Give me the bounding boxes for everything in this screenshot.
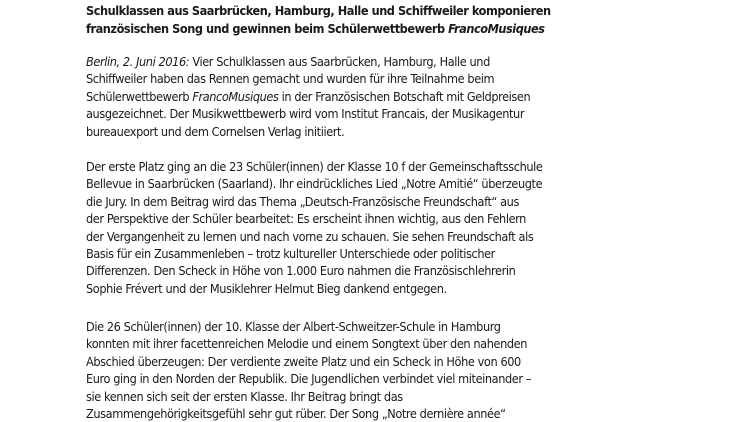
paragraph-line [86, 88, 726, 105]
second-place-paragraph [86, 318, 726, 422]
paragraph-line: Abschied überzeugen: Der verdiente zweite Platz und ein Scheck in Höhe von 600 [86, 353, 521, 369]
paragraph-line: Die 26 Schüler(innen) der 10. Klasse der Albert-Schweitzer-Schule in Hamburg [86, 319, 501, 334]
paragraph-line: Sophie Frévert und der Musiklehrer Helmut Bieg dankend entgegen. [86, 280, 447, 296]
paragraph-line: Zusammengehörigkeitsgefühl sehr gut rüber. Der Song „Notre dernière année“ [86, 406, 506, 422]
paragraph-line: der Vergangenheit zu lernen und nach vorne zu schauen. Sie sehen Freundschaft als [86, 228, 534, 244]
paragraph-line: Euro ging in den Norden der Republik. Die Jugendlichen verbindet viel miteinander – [86, 371, 532, 387]
paragraph-line: Bellevue in Saarbrücken (Saarland). Ihr eindrückliches Lied „Notre Amitié“ überzeugte [86, 176, 543, 192]
competition-name: FrancoMusiques [448, 20, 545, 36]
paragraph-line [86, 53, 726, 70]
paragraph-line: die Jury. In dem Beitrag wird das Thema „Deutsch-Französische Freundschaft“ aus [86, 193, 519, 209]
headline-text: französischen Song und gewinnen beim Schülerwettbewerb [86, 20, 449, 36]
headline-line [86, 20, 726, 38]
headline [86, 2, 726, 38]
paragraph-text: in der Französischen Botschaft mit Geldpreisen [278, 88, 531, 104]
paragraph-line: Basis für ein Zusammenleben – trotz kultureller Unterschiede oder politischer [86, 246, 495, 262]
paragraph-text: Schülerwettbewerb [86, 88, 193, 104]
first-place-paragraph [86, 158, 726, 297]
paragraph-line: Schiffweiler haben das Rennen gemacht und wurden für ihre Teilnahme beim [86, 71, 495, 87]
headline-line: Schulklassen aus Saarbrücken, Hamburg, Halle und Schiffweiler komponieren [86, 3, 551, 18]
paragraph-line: bureauexport und dem Cornelsen Verlag initiiert. [86, 123, 345, 139]
intro-paragraph [86, 53, 726, 140]
paragraph-line: konnten mit ihrer facettenreichen Melodie und einem Songtext über den nahenden [86, 336, 527, 352]
paragraph-line: sie kennen sich seit der ersten Klasse. Ihr Beitrag bringt das [86, 388, 403, 404]
paragraph-line: Der erste Platz ging an die 23 Schüler(innen) der Klasse 10 f der Gemeinschaftsschule [86, 159, 543, 174]
competition-name: FrancoMusiques [192, 88, 279, 104]
paragraph-line: der Perspektive der Schüler bearbeitet: Es erscheint ihnen wichtig, aus den Fehlern [86, 211, 526, 227]
paragraph-text: Vier Schulklassen aus Saarbrücken, Hamburg, Halle und [189, 54, 490, 69]
paragraph-line: ausgezeichnet. Der Musikwettbewerb wird vom Institut Francais, der Musikagentur [86, 106, 525, 122]
paragraph-line: Differenzen. Den Scheck in Höhe von 1.000 Euro nahmen die Französischlehrerin [86, 263, 516, 279]
dateline: Berlin, 2. Juni 2016: [86, 54, 190, 69]
